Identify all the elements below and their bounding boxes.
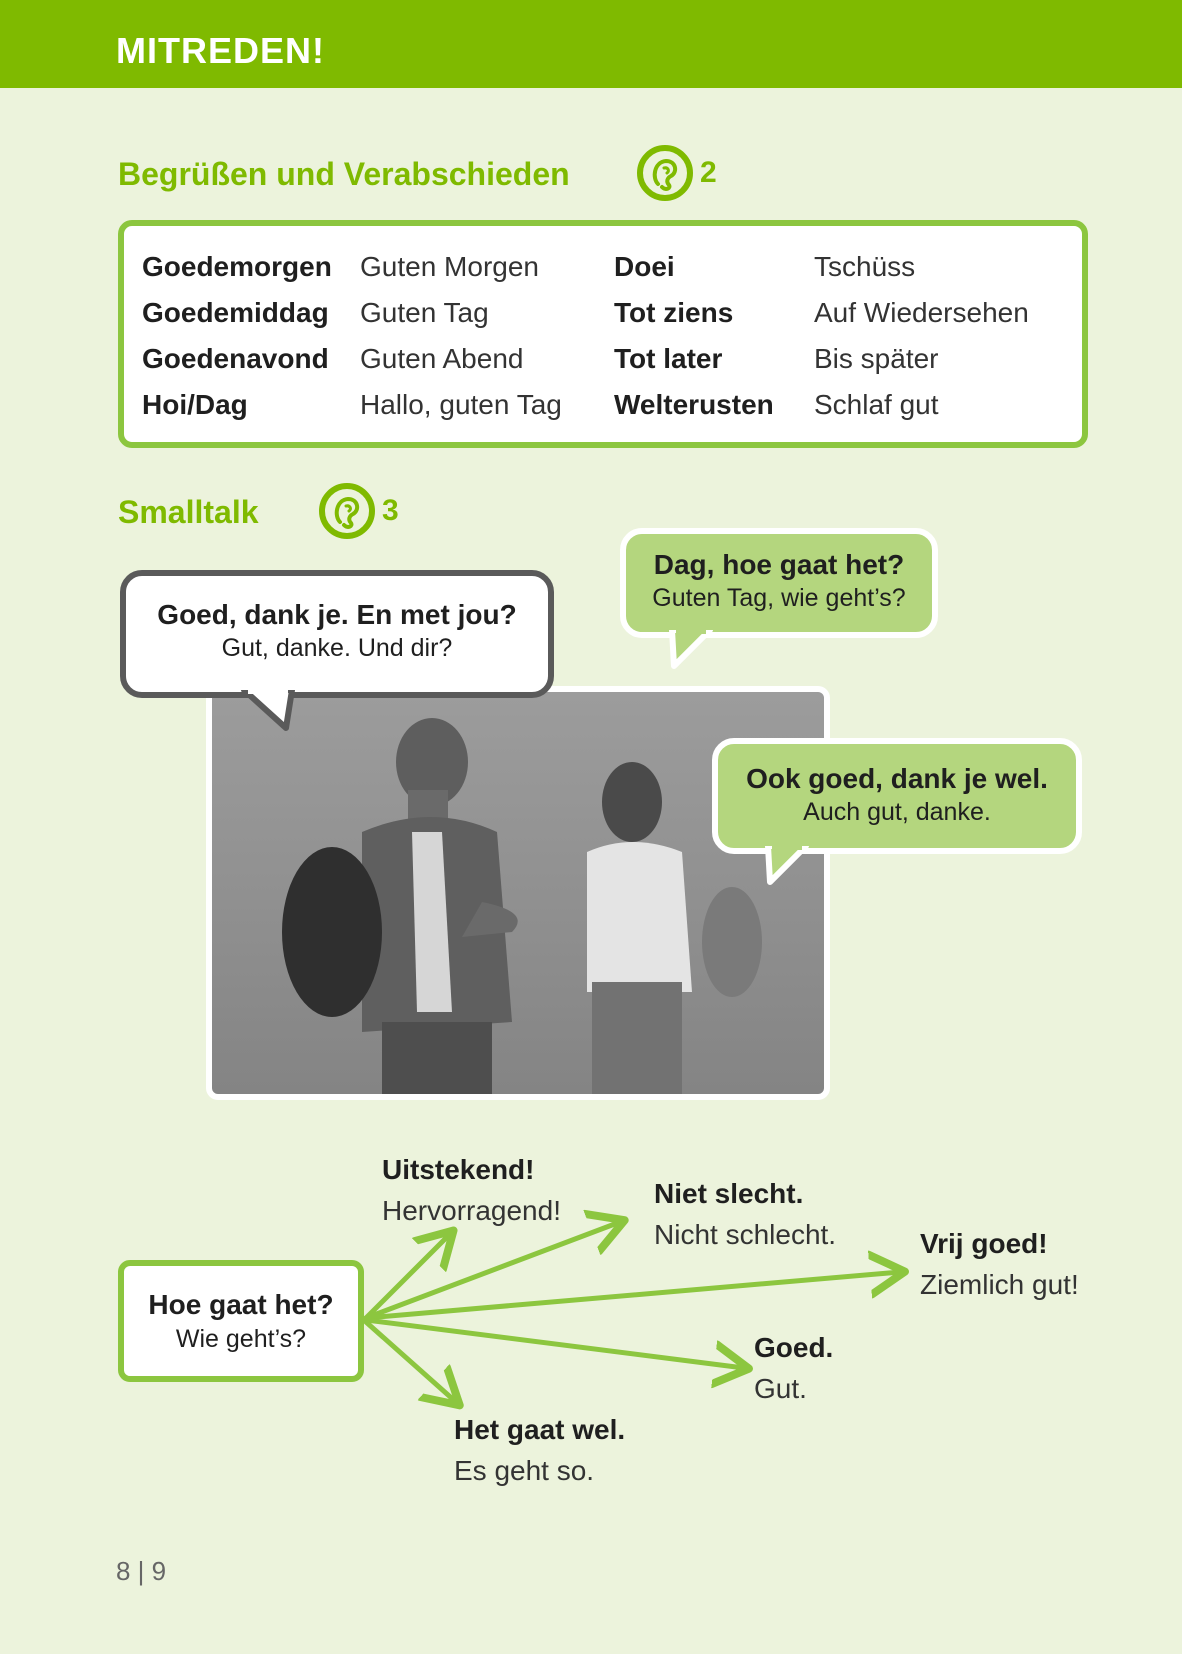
answer-dutch: Goed. (754, 1332, 834, 1363)
vocab-term: Goedenavond (142, 343, 329, 374)
question-dutch: Hoe gaat het? (148, 1289, 334, 1320)
vocab-term: Hoi/Dag (142, 389, 248, 420)
vocab-term: Tot ziens (614, 297, 734, 328)
answer-dutch: Het gaat wel. (454, 1414, 626, 1445)
smalltalk-heading: Smalltalk (118, 494, 259, 530)
page-numbers: 8 | 9 (116, 1556, 167, 1586)
audio-track-number: 2 (700, 156, 717, 189)
answer-dutch: Niet slecht. (654, 1178, 804, 1209)
answer-item (382, 1152, 561, 1234)
vocab-translation: Tschüss (814, 251, 916, 282)
question-box (118, 1260, 364, 1382)
bubble-german-text: Auch gut, danke. (803, 798, 991, 826)
greetings-heading: Begrüßen und Verabschieden (118, 156, 570, 192)
vocab-translation: Hallo, guten Tag (360, 389, 562, 420)
vocab-translation: Guten Morgen (360, 251, 539, 282)
answer-item (754, 1330, 833, 1412)
vocab-translation: Guten Tag (360, 297, 489, 328)
vocab-term: Goedemiddag (142, 297, 329, 328)
vocab-term: Goedemorgen (142, 251, 332, 282)
audio-track-number: 3 (382, 494, 399, 527)
question-german: Wie geht’s? (175, 1325, 307, 1353)
bubble-dutch-text: Ook goed, dank je wel. (746, 763, 1048, 794)
answer-german: Ziemlich gut! (920, 1269, 1079, 1300)
vocab-translation: Auf Wiedersehen (814, 297, 1029, 328)
bubble-dutch-text: Dag, hoe gaat het? (653, 549, 905, 580)
page-title: MITREDEN! (116, 30, 325, 71)
vocab-translation: Schlaf gut (814, 389, 939, 420)
vocab-translation: Bis später (814, 343, 939, 374)
bubble-german-text: Guten Tag, wie geht’s? (652, 584, 906, 612)
vocab-term: Welterusten (614, 389, 774, 420)
bubble-german-text: Gut, danke. Und dir? (221, 634, 453, 662)
answer-german: Hervorragend! (382, 1195, 561, 1226)
answer-item (654, 1176, 836, 1258)
answer-dutch: Uitstekend! (382, 1154, 535, 1185)
answer-dutch: Vrij goed! (920, 1228, 1048, 1259)
answer-item (920, 1226, 1079, 1308)
answer-german: Es geht so. (454, 1455, 595, 1486)
answer-item (454, 1412, 625, 1494)
answer-german: Gut. (754, 1373, 807, 1404)
bubble-dutch-text: Goed, dank je. En met jou? (157, 599, 517, 630)
answer-german: Nicht schlecht. (654, 1219, 837, 1250)
vocab-translation: Guten Abend (360, 343, 524, 374)
vocab-term: Tot later (614, 343, 723, 374)
vocab-term: Doei (614, 251, 675, 282)
